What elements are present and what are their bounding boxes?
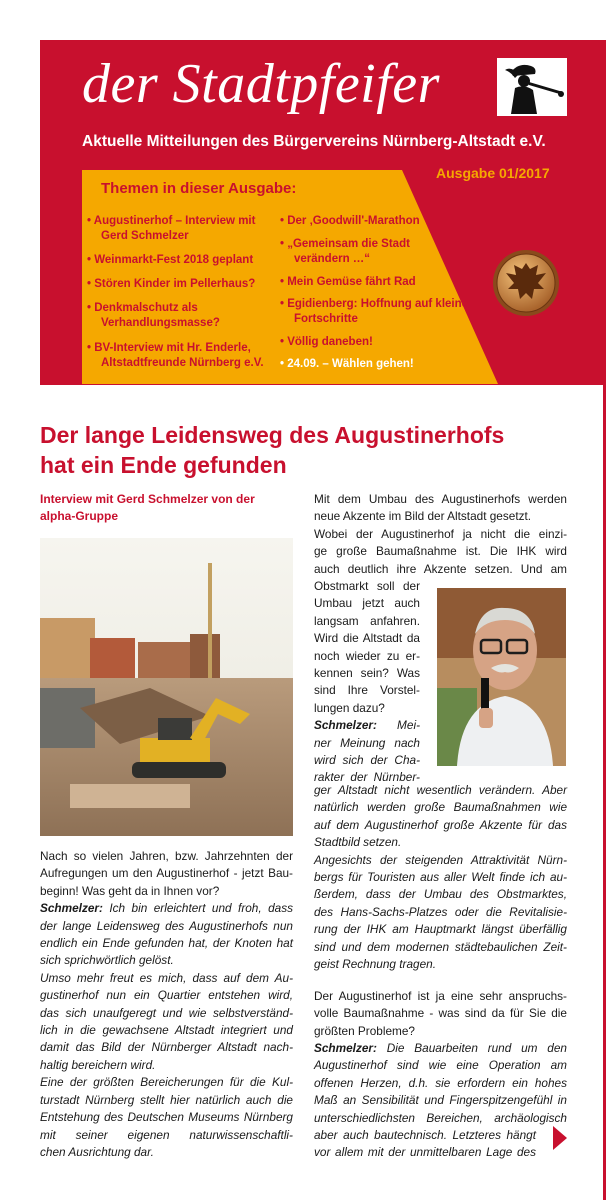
answer-1-museum: Eine der größten Bereicherungen für die Kul- turstadt Nürnberg stellt hier natürlich auch die Entstehung des Deutschen Museums Nürnberg mit seiner eigenen naturwissenschaftli- chen Ausrichtung dar. bbox=[40, 1075, 293, 1159]
question-2: Der Augustinerhof ist ja eine sehr anspruchs- volle Baumaßnahme - was sind da für Sie die größten Probleme? bbox=[314, 989, 567, 1038]
topic-right-1[interactable]: • Der ‚Goodwill'-Marathon bbox=[280, 215, 420, 227]
topic-left-2[interactable]: • Weinmarkt-Fest 2018 geplant bbox=[87, 254, 254, 266]
answer-1-continued: Umso mehr freut es mich, dass auf dem Au- gustinerhof nun ein Quartier entstehen wird, das sich unaufgeregt und wie selbstverständ- lich in die gewachsene Altstadt integriert und damit das Bild der Nürnberger Altstadt nach- haltig bereichern wird. bbox=[40, 970, 293, 1072]
continue-arrow-icon[interactable] bbox=[553, 1126, 567, 1150]
answer-3: Schmelzer: Die Bauarbeiten rund um den Augustinerhof sind wie eine Operation am offenen Herzen, d.h. sie erfordern ein hohes Maß an Sensibilität und Fingerspitzengefühl in unterschiedlichsten Bereichen, archäologisch bbox=[314, 1041, 567, 1125]
question-1: Nach so vielen Jahren, bzw. Jahrzehnten der Aufregungen um den Augustinerhof - jetzt Bau- beginn! Was geht da in Ihnen vor? bbox=[40, 849, 293, 898]
topic-right-3[interactable]: • Mein Gemüse fährt Rad bbox=[280, 276, 416, 288]
topic-left-1[interactable]: • Augustinerhof – Interview mit Gerd Schmelzer bbox=[87, 215, 256, 242]
topic-left-4[interactable]: • Denkmalschutz als Verhandlungsmasse? bbox=[87, 302, 220, 329]
topics-title: Themen in dieser Ausgabe: bbox=[101, 180, 297, 197]
gerd-schmelzer-portrait bbox=[437, 588, 566, 766]
newsletter-title: der Stadtpfeifer bbox=[82, 53, 440, 115]
answer-3-end: aber auch bautechnisch. Letzteres hängt vor allem mit der unmittelbaren Lage des bbox=[314, 1128, 536, 1160]
topic-right-2[interactable]: • „Gemeinsam die Stadt verändern …“ bbox=[280, 238, 410, 265]
eagle-seal-icon bbox=[492, 249, 560, 317]
newsletter-subtitle: Aktuelle Mitteilungen des Bürgervereins Nürnberg-Altstadt e.V. bbox=[82, 133, 546, 150]
topic-right-4[interactable]: • Egidienberg: Hoffnung auf kleine Fortschritte bbox=[280, 298, 469, 325]
article-headline: Der lange Leidensweg des Augustinerhofs hat ein Ende gefunden bbox=[40, 422, 505, 478]
topic-left-5[interactable]: • BV-Interview mit Hr. Enderle, Altstadtfreunde Nürnberg e.V. bbox=[87, 342, 264, 369]
topic-right-5[interactable]: • Völlig daneben! bbox=[280, 336, 373, 348]
answer-1: Schmelzer: Ich bin erleichtert und froh, dass der lange Leidensweg des Augustinerhofs nun endlich ein Ende gefunden hat, der Knoten hat sich sprichwörtlich gelöst. bbox=[40, 901, 293, 968]
issue-number: Ausgabe 01/2017 bbox=[436, 165, 550, 181]
article-right-column-top: Mit dem Umbau des Augustinerhofs werden neue Akzente im Bild der Altstadt gesetzt. Wobei der Augustinerhof ja nicht die einzi- ge große Baumaßnahme ist. Die IHK wird auch deutlich ihre Akzente setzen. Und am bbox=[314, 492, 567, 576]
article-intro: Interview mit Gerd Schmelzer von der alpha-Gruppe bbox=[40, 492, 255, 523]
construction-site-photo bbox=[40, 538, 293, 836]
topic-left-3[interactable]: • Stören Kinder im Pellerhaus? bbox=[87, 278, 256, 290]
article-right-column-narrow: Obstmarkt soll der Umbau jetzt auch langsam anfahren. Wird die Altstadt da noch wieder zu er- kennen sein? Was sind Ihre Vorstel- lungen dazu? Schmelzer: Mei- ner Meinung nach wird sich der Cha- rakter der Nürnber- bbox=[314, 579, 420, 785]
piper-logo bbox=[497, 58, 567, 116]
topic-right-6[interactable]: • 24.09. – Wählen gehen! bbox=[280, 358, 414, 370]
article-left-column bbox=[40, 848, 293, 1161]
article-right-column-bottom: ger Altstadt nicht wesentlich verändern. Aber natürlich werden große Baumaßnahmen wie auf dem Augustinerhof große Akzente für das Stadtbild setzen. Angesichts der steigenden Attraktivität Nürn- bergs für Touristen aus aller Welt finde ich au- ßerdem, dass der Umbau des Obstmarktes, des Hans-Sachs-Platzes oder die Revitalisie- rung der IHK am Hauptmarkt längst überfällig sind und dem modernen städtebaulichen Zeit- geist Rechnung tragen. bbox=[314, 783, 567, 972]
